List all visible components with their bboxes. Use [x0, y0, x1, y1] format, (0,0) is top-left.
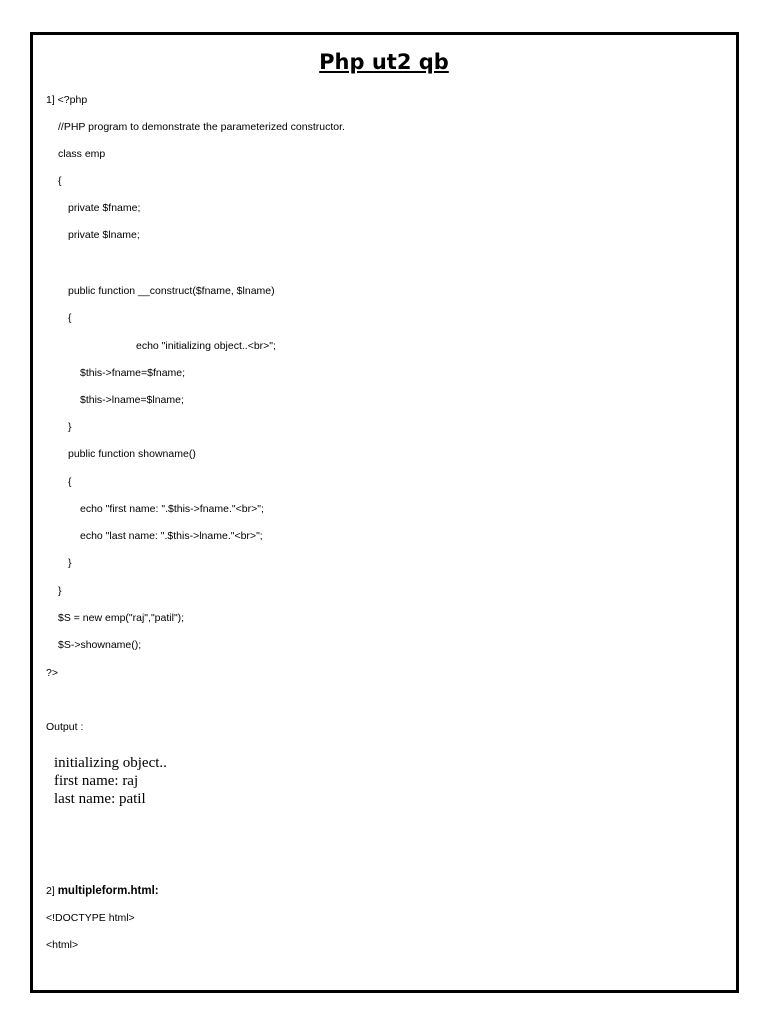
output-line: initializing object..: [54, 755, 167, 771]
code-line: $this->fname=$fname;: [80, 367, 186, 379]
output-line: last name: patil: [54, 791, 146, 807]
code-line: {: [68, 476, 72, 488]
code-line: <html>: [46, 939, 79, 951]
code-line: public function __construct($fname, $lname): [68, 285, 275, 297]
page-title: Php ut2 qb: [319, 50, 449, 74]
code-line: $S->showname();: [58, 639, 142, 651]
section-2-heading: [46, 885, 159, 898]
code-line: $S = new emp("raj","patil");: [58, 612, 185, 624]
code-line: echo "first name: ".$this->fname."<br>";: [80, 503, 264, 515]
section-number: 2]: [46, 885, 55, 897]
code-line: class emp: [58, 148, 106, 160]
code-line: ?>: [46, 667, 58, 679]
code-line: private $lname;: [68, 229, 140, 241]
code-line: {: [68, 312, 72, 324]
code-line: private $fname;: [68, 202, 141, 214]
code-line: }: [68, 557, 72, 569]
code-line: }: [68, 421, 72, 433]
code-line: $this->lname=$lname;: [80, 394, 184, 406]
output-label: Output :: [46, 721, 84, 733]
code-line: 1] <?php: [46, 94, 88, 106]
output-line: first name: raj: [54, 773, 139, 789]
code-line: //PHP program to demonstrate the parameterized constructor.: [58, 121, 345, 133]
output-sample: [54, 754, 167, 808]
code-line: <!DOCTYPE html>: [46, 912, 135, 924]
code-line: {: [58, 175, 62, 187]
code-line: echo "initializing object..<br>";: [136, 340, 276, 352]
code-line: echo "last name: ".$this->lname."<br>";: [80, 530, 263, 542]
section-filename: multipleform.html:: [57, 885, 159, 897]
code-line: }: [58, 585, 62, 597]
code-line: public function showname(): [68, 448, 196, 460]
